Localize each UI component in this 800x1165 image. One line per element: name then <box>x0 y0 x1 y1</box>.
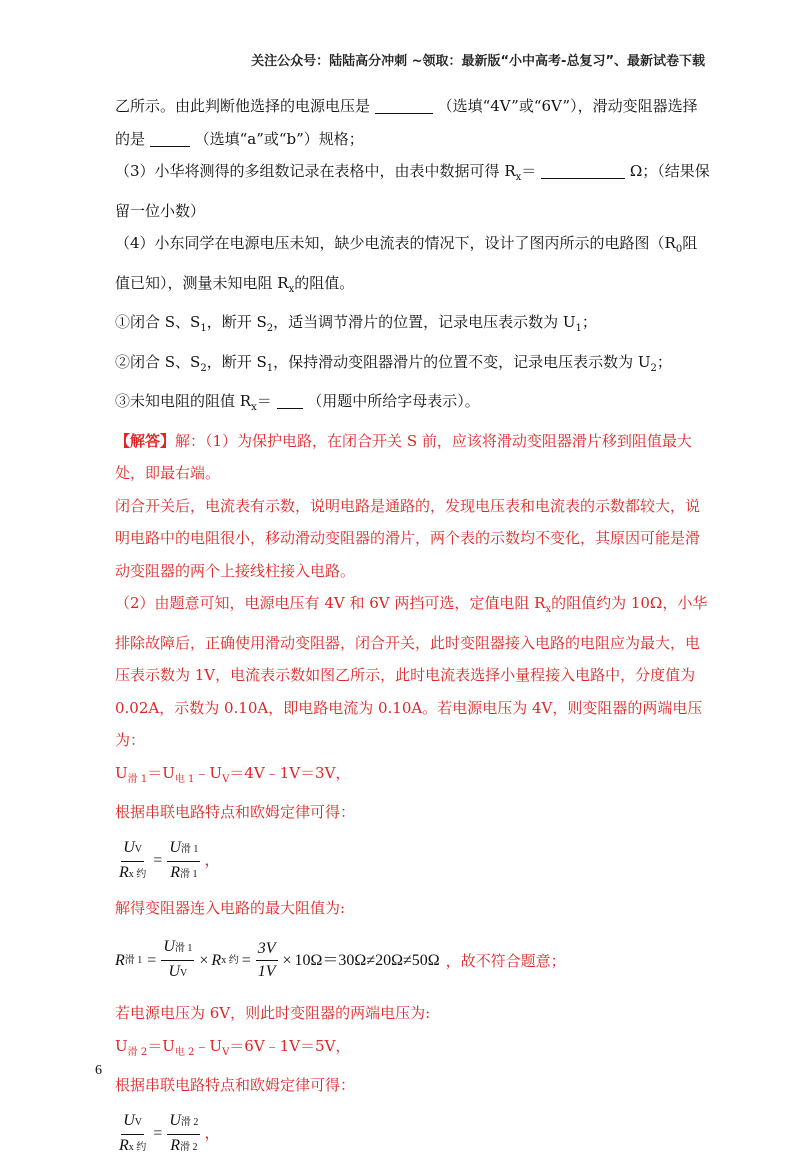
answer-blank <box>375 97 433 114</box>
resistance-formula: R 滑 1 = $\frac{\text{U滑 1}}{UV}$ × R x 约 = $\frac{3V}{1V}$ × 10Ω＝30Ω≠20Ω≠50Ω ，故不符合题意； <box>115 938 710 983</box>
question-line-2: 的是 （选填“a”或“b”）规格； <box>115 129 364 148</box>
ratio-formula-2: $\frac{UV}{\text{Rx 约}}$ = $\frac{\text{U滑 2}}{\text{R滑 2}}$ ， <box>115 1112 710 1157</box>
ratio-formula-1: $\frac{UV}{\text{Rx 约}}$ = $\frac{\text{U滑 1}}{\text{R滑 1}}$ ， <box>115 839 710 884</box>
answer-blank <box>150 130 190 147</box>
voltage-equation-1: $U_{滑 1}=U_{电 1}﹣U_V=4V﹣1V=3V$， <box>115 763 351 785</box>
answer-part-2: （2）由题意可知，电源电压有 4V 和 6V 两挡可选，定值电阻 $R_x$的阻值约为 10Ω，小华排除故障后，正确使用滑动变阻器，闭合开关，此时变阻器接入电路的电阻应为最大，电压表示数为 1V，电流表示数如图乙所示，此时电流表选择小量程接入电路中，分度值为 0.02A，示数为 0.10A，即电路电流为 0.10A。若电源电压为 4V，则变阻器的两端电压为： <box>115 594 708 749</box>
page-header: 关注公众号：陆陆高分冲刺 ~领取：最新版“小中高考-总复习”、最新试卷下载 <box>251 54 705 69</box>
law-statement-2: 根据串联电路特点和欧姆定律可得： <box>115 1076 356 1094</box>
page-number: 6 <box>95 1063 102 1078</box>
answer-blank <box>277 392 303 409</box>
fraction: $\frac{UV}{\text{Rx 约}}$ <box>119 838 147 881</box>
answer-paragraph-2: 闭合开关后，电流表有示数，说明电路是通路的，发现电压表和电流表的示数都较大，说明电路中的电阻很小，移动滑动变阻器的滑片，两个表的示数均不变化，其原因可能是滑动变阻器的两个上接线柱接入电路。 <box>115 496 701 580</box>
question-part-4: （4）小东同学在电源电压未知，缺少电流表的情况下，设计了图丙所示的电路图（$R_0$阻值已知），测量未知电阻 $R_x$的阻值。 <box>115 234 698 295</box>
fraction: $\frac{\text{U滑 1}}{UV}$ <box>163 938 193 980</box>
fraction: $\frac{\text{U滑 2}}{\text{R滑 2}}$ <box>169 1111 199 1154</box>
document-body <box>115 90 710 1165</box>
question-step-2: ②闭合 S、$S_2$，断开 $S_1$，保持滑动变阻器滑片的位置不变，记录电压表示数为 $U_2$； <box>115 352 672 374</box>
question-line-1: 乙所示。由此判断他选择的电源电压是 （选填“4V”或“6V”），滑动变阻器选择 <box>115 97 698 115</box>
fraction: $\frac{UV}{\text{Rx 约}}$ <box>119 1111 147 1154</box>
answer-blank <box>541 162 625 179</box>
answer-label: 【解答】 <box>115 431 176 450</box>
solve-statement-1: 解得变阻器连入电路的最大阻值为: <box>115 898 346 917</box>
fraction: $\frac{\text{U滑 1}}{\text{R滑 1}}$ <box>169 838 199 881</box>
answer-paragraph-4: 若电源电压为 6V，则此时变阻器的两端电压为: <box>115 1004 431 1022</box>
answer-part-1: 【解答】解：（1）为保护电路，在闭合开关 S 前，应该将滑动变阻器滑片移到阻值最大处，即最右端。 <box>115 431 692 482</box>
law-statement-1: 根据串联电路特点和欧姆定律可得： <box>115 803 356 821</box>
question-step-3: ③未知电阻的阻值 $R_x=$ （用题中所给字母表示）。 <box>115 392 480 413</box>
question-step-1: ①闭合 S、$S_1$，断开 $S_2$，适当调节滑片的位置，记录电压表示数为 $U_1$； <box>115 313 597 334</box>
voltage-equation-2: $U_{滑 2}=U_{电 2}﹣U_V=6V﹣1V=5V$， <box>115 1036 351 1058</box>
question-part-3: （3）小华将测得的多组数记录在表格中，由表中数据可得 $R_x= \Omega$；（结果保留一位小数） <box>115 162 710 220</box>
fraction: $\frac{3V}{1V}$ <box>257 940 276 980</box>
